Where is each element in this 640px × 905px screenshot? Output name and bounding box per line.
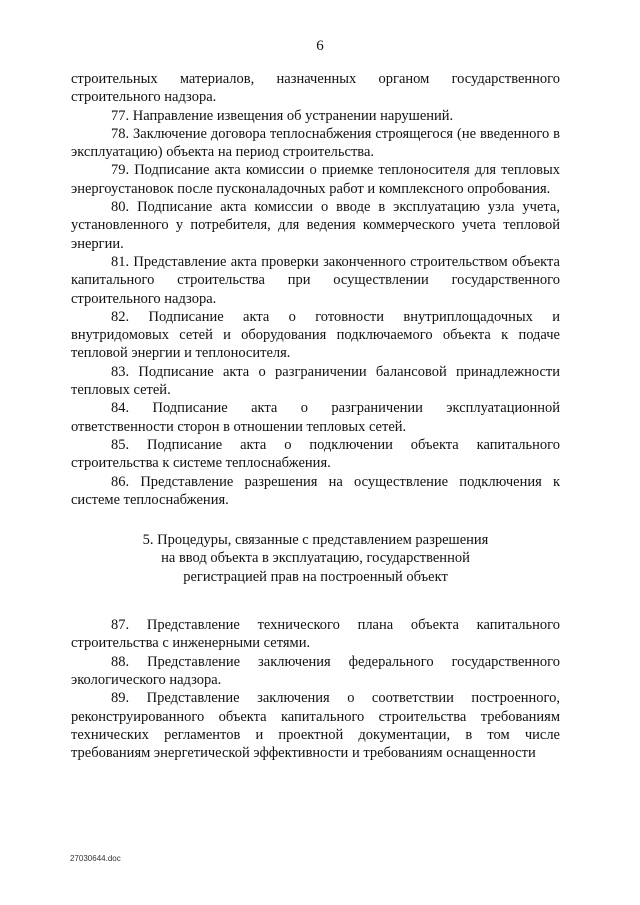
paragraph-continuation: строительных материалов, назначенных органом государственного строительного надзора. bbox=[71, 71, 560, 106]
paragraph-item-81: 81. Представление акта проверки законченного строительством объекта капитального строительства при осуществлении государственного строительного надзора. bbox=[71, 253, 560, 307]
paragraph-item-79: 79. Подписание акта комиссии о приемке теплоносителя для тепловых энергоустановок после пусконаладочных работ и комплексного опробования. bbox=[71, 162, 560, 197]
paragraph-item-88: 88. Представление заключения федерального государственного экологического надзора. bbox=[71, 653, 560, 688]
paragraph-item-77: 77. Направление извещения об устранении нарушений. bbox=[111, 107, 454, 124]
page-number: 6 bbox=[316, 38, 324, 54]
section-heading-line-3: регистрацией прав на построенный объект bbox=[183, 568, 448, 585]
paragraph-item-89: 89. Представление заключения о соответствии построенного, реконструированного объекта капитального строительства требованиям технических регламентов и проектной документации, в том числе требованиям энергетической эффективности и требованиям оснащенности bbox=[71, 690, 560, 762]
section-heading bbox=[71, 531, 560, 586]
paragraph-item-86: 86. Представление разрешения на осуществление подключения к системе теплоснабжения. bbox=[71, 473, 560, 508]
paragraph-item-78: 78. Заключение договора теплоснабжения строящегося (не введенного в эксплуатацию) объекта на период строительства. bbox=[71, 125, 560, 161]
section-heading-line-2: на ввод объекта в эксплуатацию, государственной bbox=[161, 550, 470, 567]
section-heading-line-1: 5. Процедуры, связанные с представлением разрешения bbox=[142, 532, 489, 549]
file-name-footer: 27030644.doc bbox=[70, 854, 121, 863]
paragraph-item-80: 80. Подписание акта комиссии о вводе в эксплуатацию узла учета, установленного у потребителя, для ведения коммерческого учета тепловой энергии. bbox=[71, 199, 560, 252]
paragraph-item-82: 82. Подписание акта о готовности внутриплощадочных и внутридомовых сетей и оборудования подключаемого объекта к подаче тепловой энергии и теплоносителя. bbox=[71, 308, 560, 362]
paragraph-item-83: 83. Подписание акта о разграничении балансовой принадлежности тепловых сетей. bbox=[71, 363, 560, 399]
document-body bbox=[71, 70, 560, 762]
paragraph-item-87: 87. Представление технического плана объекта капитального строительства с инженерными сетями. bbox=[71, 617, 560, 652]
paragraph-item-85: 85. Подписание акта о подключении объекта капитального строительства к системе теплоснабжения. bbox=[71, 436, 560, 472]
paragraph-item-84: 84. Подписание акта о разграничении эксплуатационной ответственности сторон в отношении тепловых сетей. bbox=[71, 400, 560, 435]
